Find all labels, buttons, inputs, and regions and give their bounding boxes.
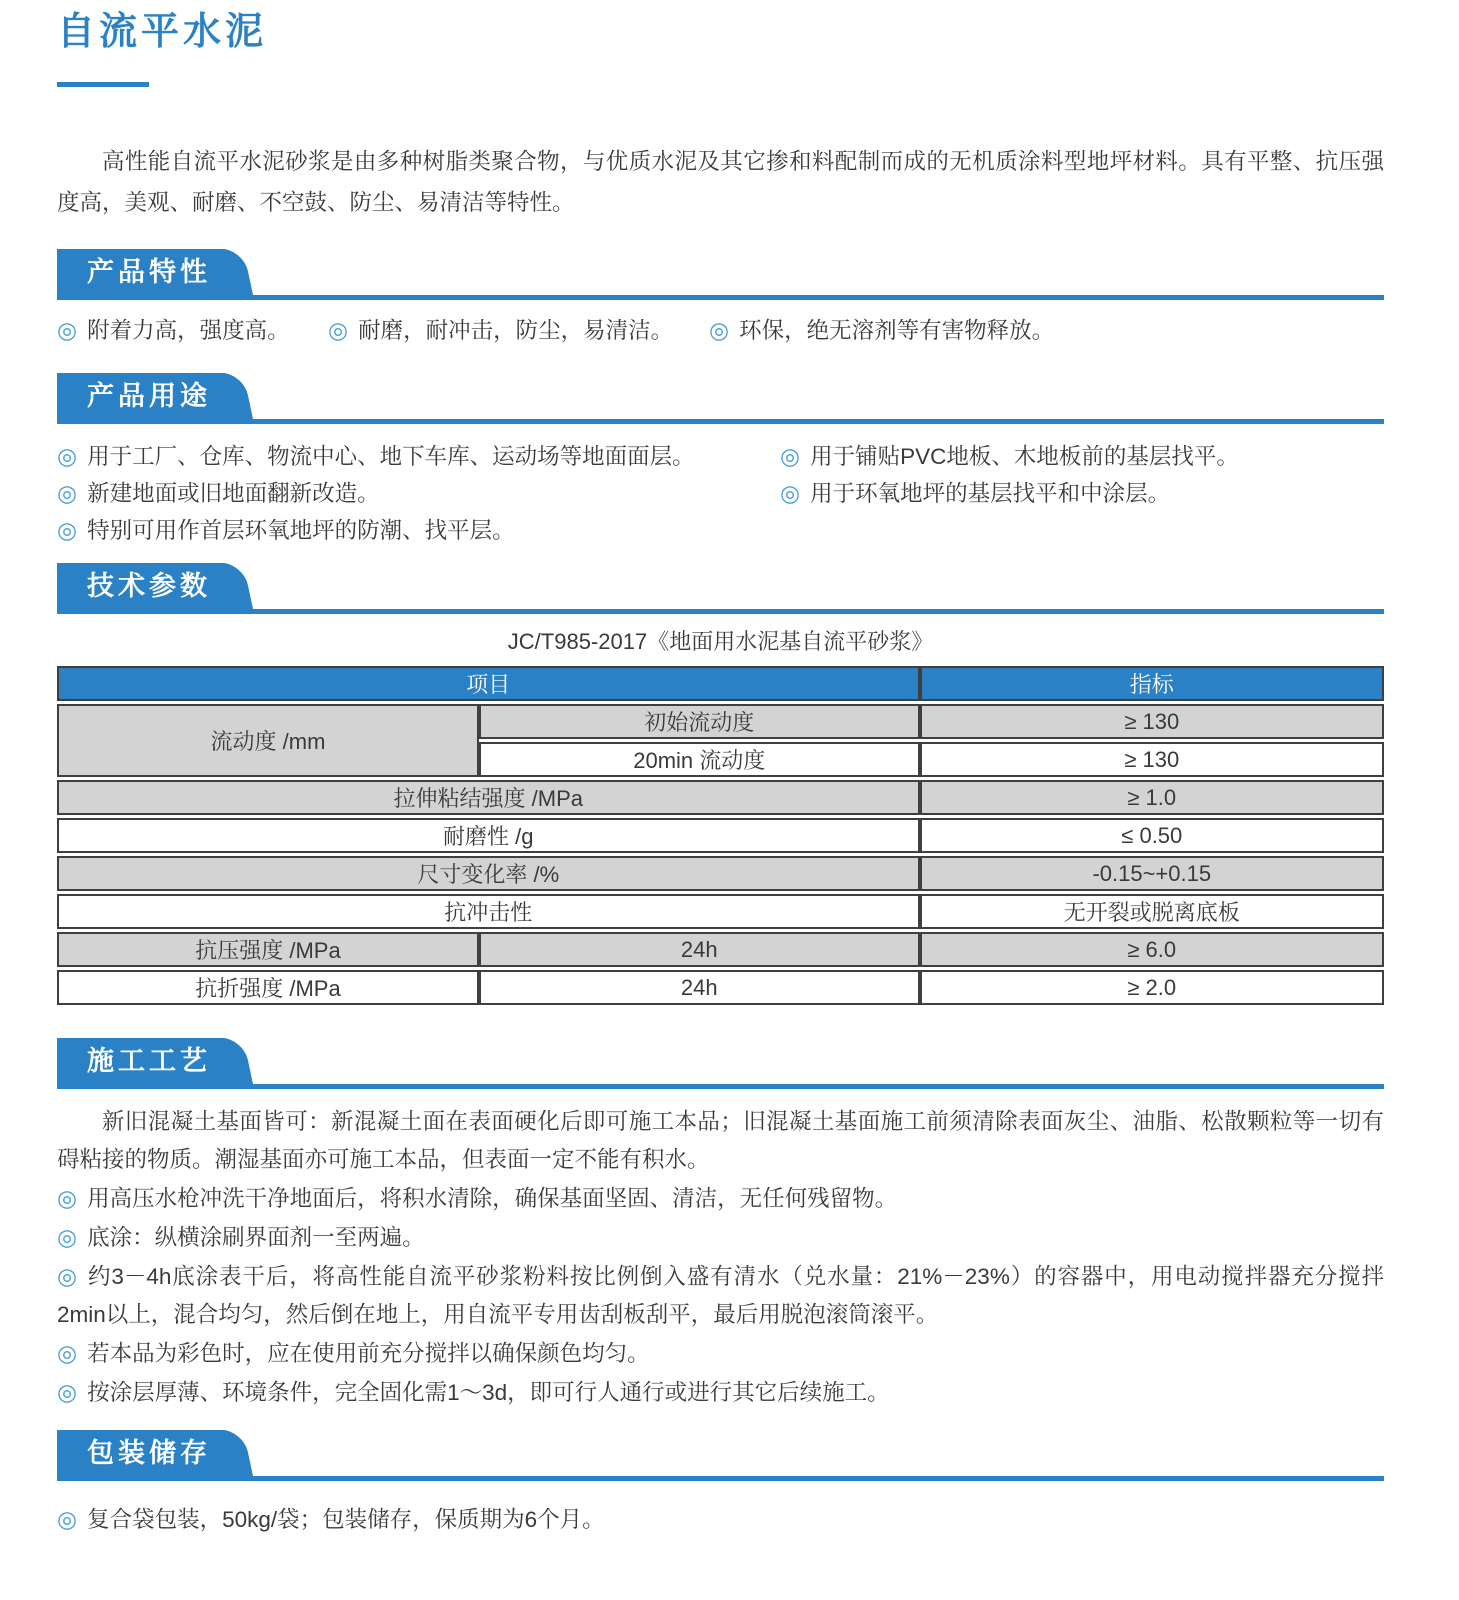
spec-cell: ≥ 6.0 [920,932,1384,967]
double-circle-bullet-icon: ◎ [780,480,801,506]
spec-cell: 24h [479,970,920,1005]
double-circle-bullet-icon: ◎ [57,1340,78,1366]
process-step-text: 若本品为彩色时，应在使用前充分搅拌以确保颜色均匀。 [87,1341,650,1366]
process-paragraph: 新旧混凝土基面皆可：新混凝土面在表面硬化后即可施工本品；旧混凝土基面施工前须清除表面灰尘、油脂、松散颗粒等一切有碍粘接的物质。潮湿基面亦可施工本品，但表面一定不能有积水。 [57,1109,1384,1172]
spec-cell: 耐磨性 /g [57,818,920,853]
table-row [57,818,1384,853]
uses-section-title: 产品用途 [87,381,211,411]
packaging-item [57,1501,1384,1538]
feature-text: 环保，绝无溶剂等有害物释放。 [739,318,1055,343]
double-circle-bullet-icon: ◎ [57,1224,78,1250]
spec-cell: 尺寸变化率 /% [57,856,920,891]
feature-text: 附着力高，强度高。 [87,318,290,343]
use-item [57,512,780,549]
double-circle-bullet-icon: ◎ [328,317,349,343]
use-item [780,475,1384,512]
double-circle-bullet-icon: ◎ [57,1379,78,1405]
use-text: 用于工厂、仓库、物流中心、地下车库、运动场等地面面层。 [87,444,695,469]
use-item [780,438,1384,475]
use-item [57,438,780,475]
process-step-text: 按涂层厚薄、环境条件，完全固化需1～3d，即可行人通行或进行其它后续施工。 [87,1380,890,1405]
intro-paragraph: 高性能自流平水泥砂浆是由多种树脂类聚合物，与优质水泥及其它掺和料配制而成的无机质涂料型地坪材料。具有平整、抗压强度高，美观、耐磨、不空鼓、防尘、易清洁等特性。 [57,149,1384,215]
section-header-features [57,249,1384,300]
use-text: 用于环氧地坪的基层找平和中涂层。 [810,481,1171,506]
page-title: 自流平水泥 [57,11,268,53]
spec-cell: 流动度 /mm [57,704,479,777]
spec-cell: ≤ 0.50 [920,818,1384,853]
features-section-title: 产品特性 [87,257,211,287]
feature-item [709,312,1054,349]
process-step [57,1334,1384,1373]
process-section-tab [57,1038,237,1084]
spec-cell: 无开裂或脱离底板 [920,894,1384,929]
process-section-title: 施工工艺 [87,1046,211,1076]
table-row [57,704,1384,739]
packaging-text: 复合袋包装，50kg/袋；包装储存，保质期为6个月。 [87,1507,605,1532]
features-section-tab [57,249,237,295]
spec-cell: 抗压强度 /MPa [57,932,479,967]
packaging-list [57,1501,1384,1538]
spec-cell: 拉伸粘结强度 /MPa [57,780,920,815]
uses-list [57,438,1384,549]
specs-section-tab [57,563,237,609]
spec-cell: ≥ 130 [920,742,1384,777]
double-circle-bullet-icon: ◎ [57,1263,78,1289]
section-header-process [57,1038,1384,1089]
double-circle-bullet-icon: ◎ [57,517,78,543]
spec-cell: 抗冲击性 [57,894,920,929]
double-circle-bullet-icon: ◎ [57,1506,78,1532]
spec-cell: ≥ 130 [920,704,1384,739]
use-text: 新建地面或旧地面翻新改造。 [87,481,380,506]
process-step [57,1257,1384,1334]
packaging-section-title: 包装储存 [87,1438,211,1468]
spec-cell: 24h [479,932,920,967]
packaging-section-tab [57,1430,237,1476]
spec-cell: -0.15~+0.15 [920,856,1384,891]
spec-cell: 初始流动度 [479,704,920,739]
spec-header-item: 项目 [57,666,920,701]
double-circle-bullet-icon: ◎ [709,317,730,343]
features-list [57,312,1384,349]
spec-header-row [57,666,1384,701]
double-circle-bullet-icon: ◎ [57,480,78,506]
process-step [57,1218,1384,1257]
double-circle-bullet-icon: ◎ [780,443,801,469]
use-text: 特别可用作首层环氧地坪的防潮、找平层。 [87,518,515,543]
process-step-text: 底涂：纵横涂刷界面剂一至两遍。 [87,1225,425,1250]
double-circle-bullet-icon: ◎ [57,317,78,343]
spec-cell: ≥ 1.0 [920,780,1384,815]
double-circle-bullet-icon: ◎ [57,443,78,469]
double-circle-bullet-icon: ◎ [57,1185,78,1211]
uses-section-tab [57,373,237,419]
process-step [57,1179,1384,1218]
section-header-uses [57,373,1384,424]
use-item [57,475,780,512]
section-header-specs [57,563,1384,614]
spec-cell: ≥ 2.0 [920,970,1384,1005]
specs-section-title: 技术参数 [87,571,211,601]
feature-item [57,312,328,349]
spec-table-caption: JC/T985-2017《地面用水泥基自流平砂浆》 [507,629,934,654]
process-step-text: 用高压水枪冲洗干净地面后，将积水清除，确保基面坚固、清洁，无任何残留物。 [87,1186,898,1211]
spec-header-index: 指标 [920,666,1384,701]
spec-table [57,663,1384,1008]
use-text: 用于铺贴PVC地板、木地板前的基层找平。 [810,444,1239,469]
table-row [57,856,1384,891]
table-row [57,894,1384,929]
spec-cell: 抗折强度 /MPa [57,970,479,1005]
title-underline [57,82,149,87]
table-row [57,970,1384,1005]
process-steps-list [57,1179,1384,1412]
section-header-packaging [57,1430,1384,1481]
spec-cell: 20min 流动度 [479,742,920,777]
feature-text: 耐磨，耐冲击，防尘，易清洁。 [358,318,674,343]
process-step-text: 约3－4h底涂表干后，将高性能自流平砂浆粉料按比例倒入盛有清水（兑水量：21%－23%）的容器中，用电动搅拌器充分搅拌2min以上，混合均匀，然后倒在地上，用自流平专用齿刮板刮平，最后用脱泡滚筒滚平。 [57,1264,1385,1327]
table-row [57,932,1384,967]
feature-item [328,312,709,349]
process-step [57,1373,1384,1412]
table-row [57,780,1384,815]
